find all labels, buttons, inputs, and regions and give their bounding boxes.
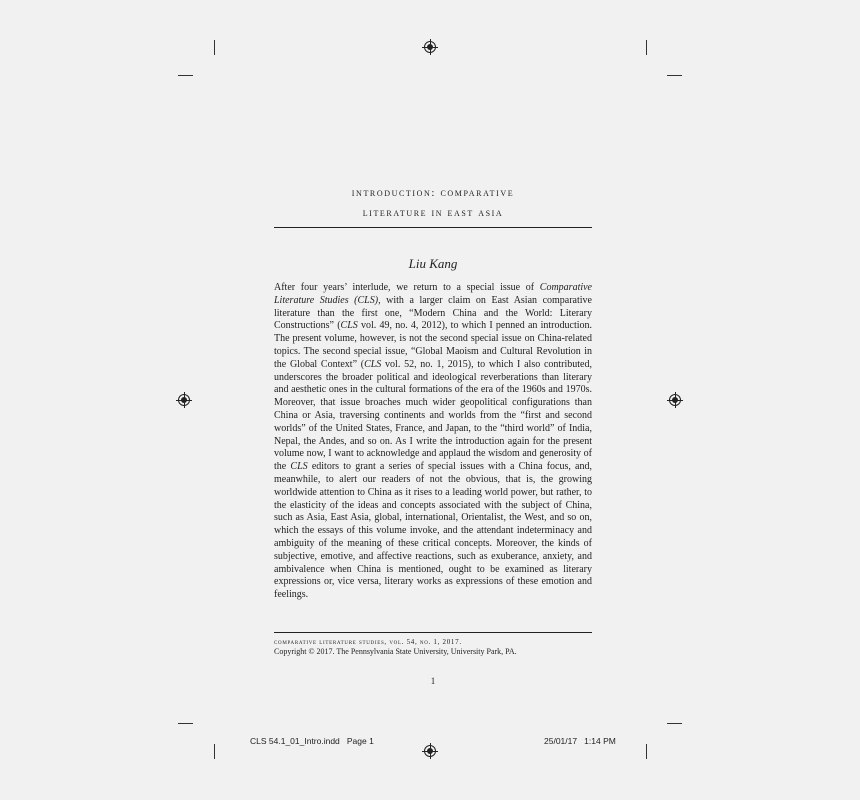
article-title-line1: introduction: comparative [351,187,515,199]
crop-mark [667,723,682,724]
registration-mark-icon [424,745,436,757]
registration-mark-icon [424,41,436,53]
page-number: 1 [430,676,436,686]
body-text-span: , with a larger claim on East Asian comparative literature than the first one, “Modern China and the World: Literary Constructions” ( [274,294,592,332]
author-name: Liu Kang [408,256,458,271]
crop-mark [646,40,647,55]
article-title-line2: literature in east asia [362,207,504,219]
registration-mark-icon [178,394,190,406]
italic-title-span: CLS [290,461,308,473]
crop-mark [214,40,215,55]
body-text-span: editors to grant a series of special issues with a China focus, and, meanwhile, to alert our readers of not the obvious, that is, the growing worldwide attention to China as it rises to a leading world power, but rather, to the elasticity of the ideas and concepts associated with the subject of China, such as Asia, East Asia, global, international, Orientalist, the West, and so on, which the essays of this volume invoke, and the attendant indeterminacy and ambiguity of the meaning of these critical concepts. Moreover, the kinds of subjective, emotive, and affective reactions, such as exuberance, anxiety, and ambivalence when China is mentioned, ought to be examined as literary expressions or, vice versa, literary works as expressions of these emotion and feelings. [274,461,593,601]
article-body [274,282,592,602]
crop-mark [214,744,215,759]
footnote-journal: comparative literature studies, vol. 54, no. 1, 2017. [274,638,462,646]
crop-mark [646,744,647,759]
crop-mark [178,75,193,76]
italic-title-span: CLS [340,320,358,332]
body-text-span: vol. 49, no. 4, 2012), to which I penned an introduction. The present volume, however, is not the second special issue on China-related topics. The second special issue, “Global Maoism and Cultural Revolution in the Global Context” ( [274,320,592,370]
footnote-copyright: Copyright © 2017. The Pennsylvania State University, University Park, PA. [274,647,517,656]
italic-title-span: CLS [364,358,382,370]
footnote-rule [274,632,592,633]
body-text-span: After four years’ interlude, we return to a special issue of [274,282,540,293]
slug-timestamp: 25/01/17 1:14 PM [544,736,616,746]
crop-mark [667,75,682,76]
registration-mark-icon [669,394,681,406]
italic-title-span: Comparative Literature Studies (CLS) [274,282,592,306]
slug-file-info: CLS 54.1_01_Intro.indd Page 1 [250,736,374,746]
body-text-span: vol. 52, no. 1, 2015), to which I also contributed, underscores the broader political and ideological reverberations than literary and aesthetic ones in the cultural formations of the era of the 1960s and 1970s. Moreover, that issue broaches much wider geopolitical configurations than China or Asia, traversing continents and worlds from the “first and second worlds” of the United States, France, and Japan, to the “third world” of India, Nepal, the Andes, and so on. As I write the introduction again for the present volume now, I want to acknowledge and applaud the wisdom and generosity of the [274,358,592,473]
crop-mark [178,723,193,724]
title-rule [274,227,592,228]
